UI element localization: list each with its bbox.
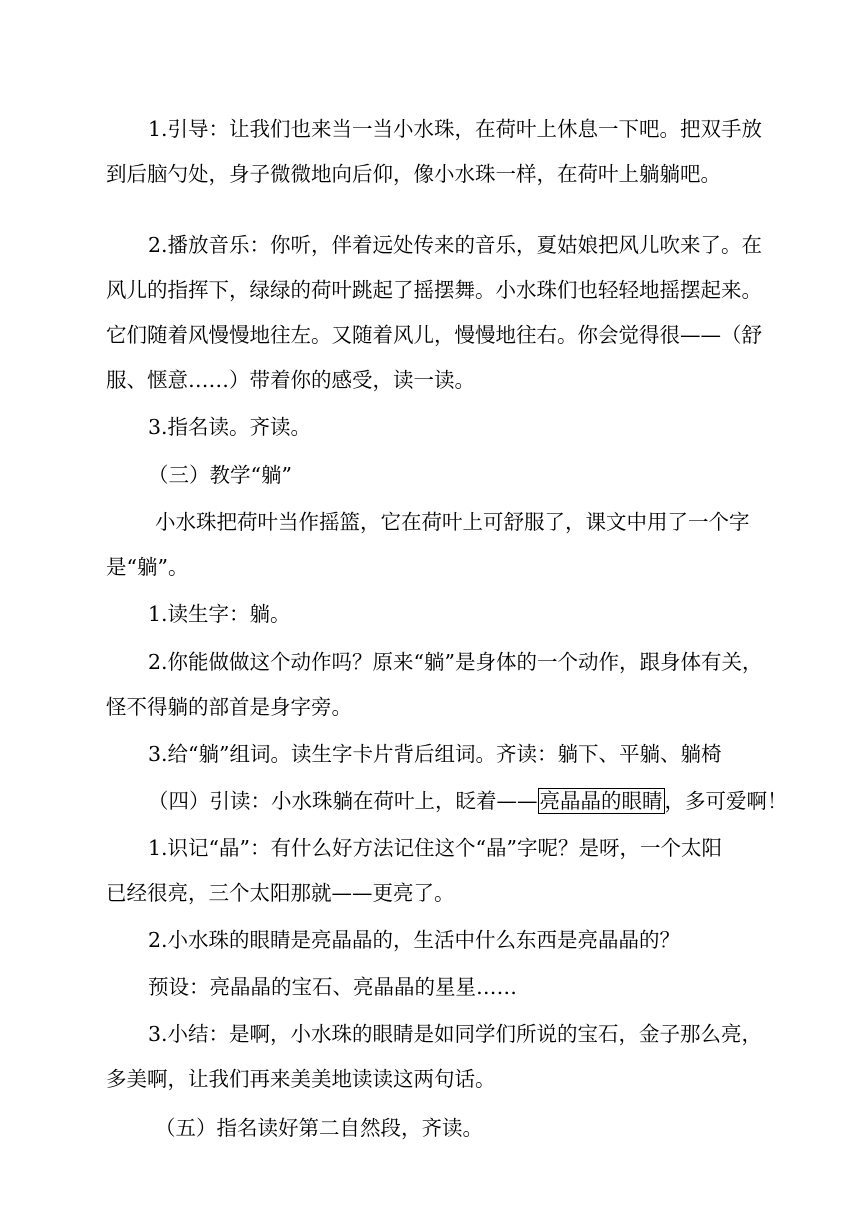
paragraph-line: 到后脑勺处，身子微微地向后仰，像小水珠一样，在荷叶上躺躺吧。 xyxy=(106,162,721,186)
paragraph-line: 服、惬意……）带着你的感受，读一读。 xyxy=(106,368,475,392)
section-heading-with-box xyxy=(148,787,788,815)
paragraph-line: 1.引导：让我们也来当一当小水珠，在荷叶上休息一下吧。把双手放 xyxy=(148,117,763,141)
paragraph-line: 怪不得躺的部首是身字旁。 xyxy=(106,695,352,719)
heading-text-tail: ，多可爱啊！ xyxy=(664,789,788,813)
paragraph-line: 预设：亮晶晶的宝石、亮晶晶的星星…… xyxy=(148,975,517,999)
section-heading: （三）教学“躺” xyxy=(148,463,292,487)
paragraph-line: 2.你能做做这个动作吗？原来“躺”是身体的一个动作，跟身体有关， xyxy=(148,650,763,674)
paragraph-line: 已经很亮，三个太阳那就——更亮了。 xyxy=(106,881,455,905)
heading-text: （四）引读：小水珠躺在荷叶上，眨着—— xyxy=(148,789,538,813)
paragraph-line: 1.识记“晶”：有什么好方法记住这个“晶”字呢？是呀，一个太阳 xyxy=(148,836,722,860)
paragraph-line: 风儿的指挥下，绿绿的荷叶跳起了摇摆舞。小水珠们也轻轻地摇摆起来。 xyxy=(106,278,762,302)
paragraph-line: 1.读生字：躺。 xyxy=(148,602,291,626)
section-heading: （五）指名读好第二自然段，齐读。 xyxy=(155,1116,483,1140)
paragraph-line: 2.播放音乐：你听，伴着远处传来的音乐，夏姑娘把风儿吹来了。在 xyxy=(148,233,763,257)
paragraph-line: 它们随着风慢慢地往左。又随着风儿，慢慢地往右。你会觉得很——（舒 xyxy=(106,323,762,347)
paragraph-line: 多美啊，让我们再来美美地读读这两句话。 xyxy=(106,1067,496,1091)
paragraph-line: 3.给“躺”组词。读生字卡片背后组词。齐读：躺下、平躺、躺椅 xyxy=(148,742,722,766)
paragraph-line: 小水珠把荷叶当作摇篮，它在荷叶上可舒服了，课文中用了一个字 xyxy=(155,510,750,534)
paragraph-line: 3.小结：是啊，小水珠的眼睛是如同学们所说的宝石，金子那么亮， xyxy=(148,1022,763,1046)
boxed-phrase: 亮晶晶的眼睛 xyxy=(539,789,663,813)
paragraph-line: 是“躺”。 xyxy=(106,555,189,579)
paragraph-line: 2.小水珠的眼睛是亮晶晶的，生活中什么东西是亮晶晶的？ xyxy=(148,928,681,952)
paragraph-line: 3.指名读。齐读。 xyxy=(148,415,312,439)
